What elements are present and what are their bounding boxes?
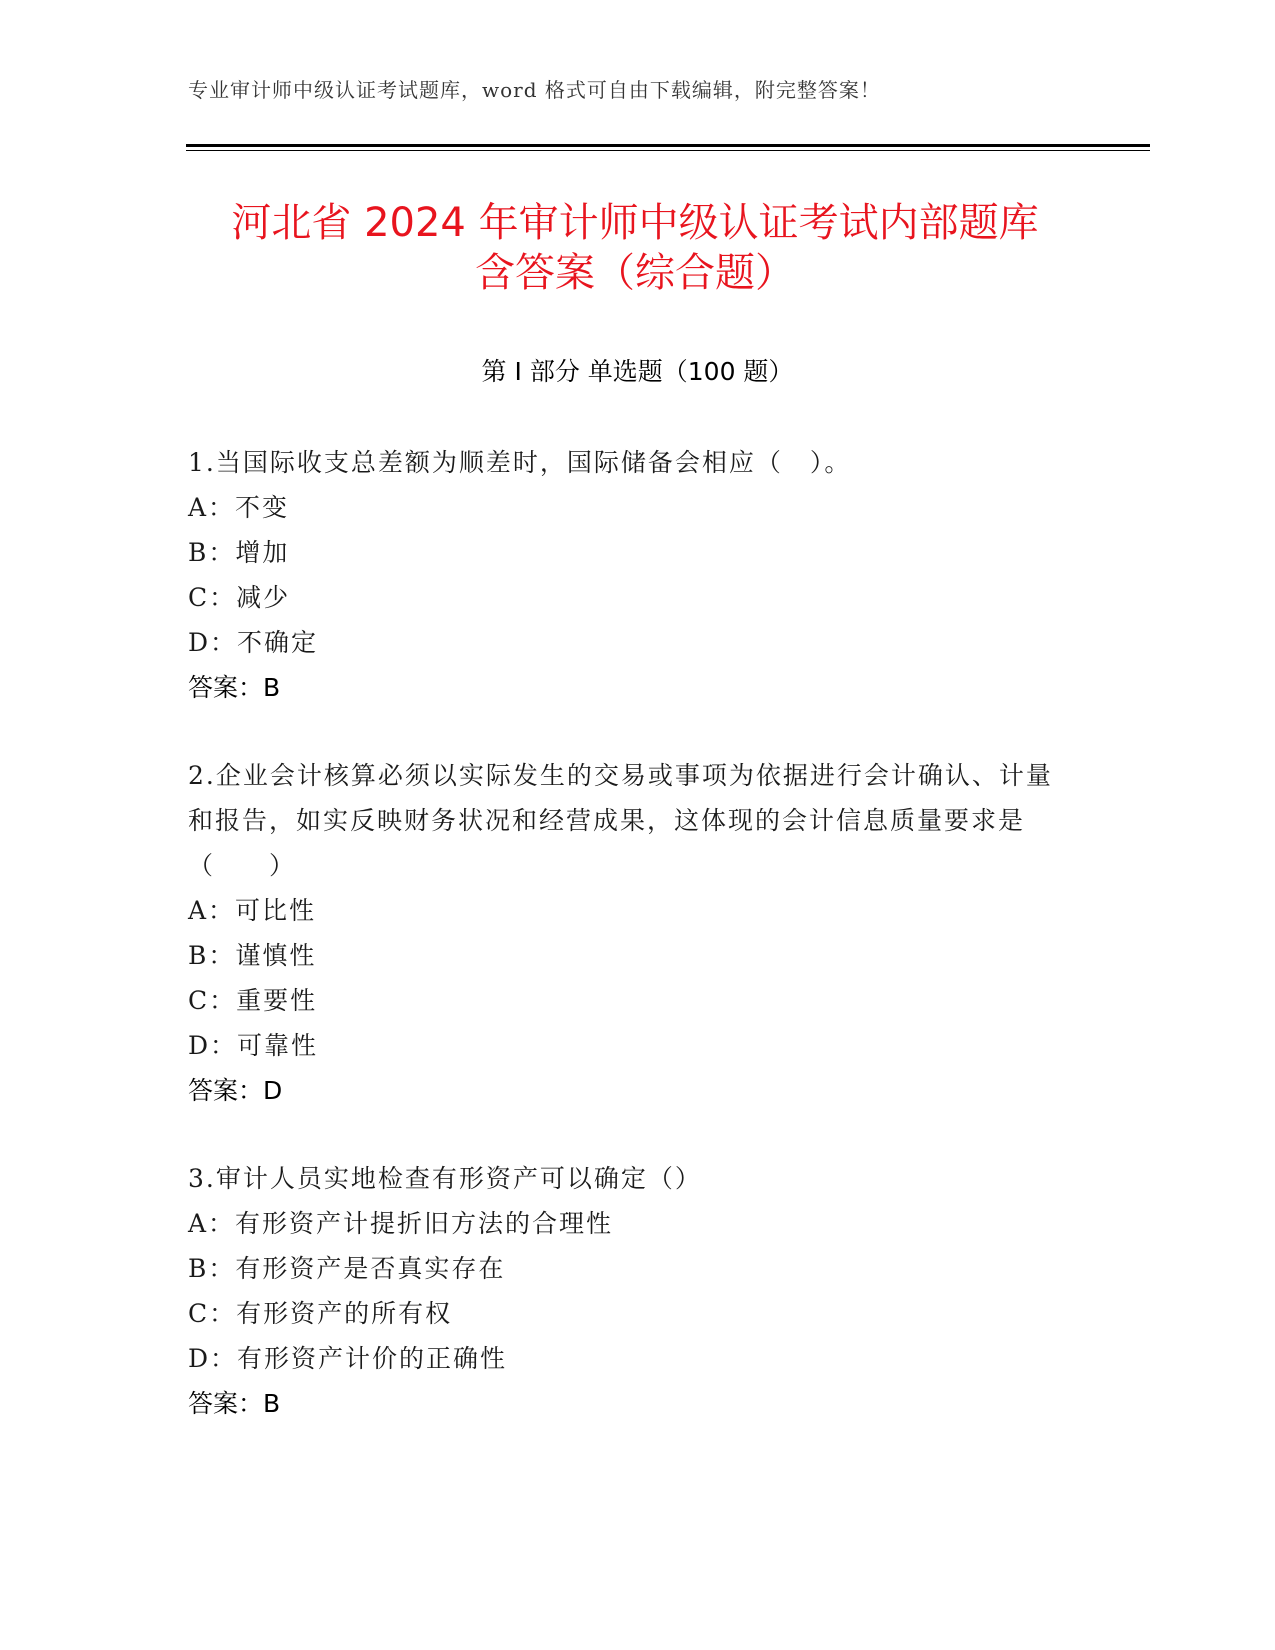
question-list bbox=[188, 440, 1068, 1469]
question-text: 2.企业会计核算必须以实际发生的交易或事项为依据进行会计确认、计量和报告，如实反映财务状况和经营成果，这体现的会计信息质量要求是（ ） bbox=[188, 761, 1053, 880]
question-text: 3.审计人员实地检查有形资产可以确定（） bbox=[188, 1164, 702, 1193]
option-b: B：谨慎性 bbox=[188, 941, 317, 970]
option-a: A：不变 bbox=[188, 493, 290, 522]
question-text: 1.当国际收支总差额为顺差时，国际储备会相应（ ）。 bbox=[188, 448, 852, 477]
answer-line: 答案：B bbox=[188, 1389, 281, 1418]
option-c: C：有形资产的所有权 bbox=[188, 1299, 453, 1328]
option-b: B：增加 bbox=[188, 538, 290, 567]
answer-line: 答案：D bbox=[188, 1076, 283, 1105]
option-d: D：有形资产计价的正确性 bbox=[188, 1344, 508, 1373]
question-3 bbox=[188, 1156, 1068, 1426]
option-b: B：有形资产是否真实存在 bbox=[188, 1254, 506, 1283]
question-1 bbox=[188, 440, 1068, 710]
option-d: D：不确定 bbox=[188, 628, 319, 657]
header-note: 专业审计师中级认证考试题库，word 格式可自由下载编辑，附完整答案！ bbox=[188, 78, 881, 102]
header-rule-thick bbox=[186, 144, 1150, 147]
answer-line: 答案：B bbox=[188, 673, 281, 702]
option-d: D：可靠性 bbox=[188, 1031, 319, 1060]
option-c: C：重要性 bbox=[188, 986, 318, 1015]
document-title bbox=[150, 198, 1120, 298]
section-title: 第 I 部分 单选题（100 题） bbox=[481, 357, 794, 386]
option-a: A：有形资产计提折旧方法的合理性 bbox=[188, 1209, 614, 1238]
header-rule-thin bbox=[186, 150, 1150, 151]
option-a: A：可比性 bbox=[188, 896, 317, 925]
question-2 bbox=[188, 753, 1068, 1113]
title-line-2: 含答案（综合题） bbox=[475, 250, 795, 296]
option-c: C：减少 bbox=[188, 583, 291, 612]
title-line-1: 河北省 2024 年审计师中级认证考试内部题库 bbox=[231, 200, 1039, 246]
